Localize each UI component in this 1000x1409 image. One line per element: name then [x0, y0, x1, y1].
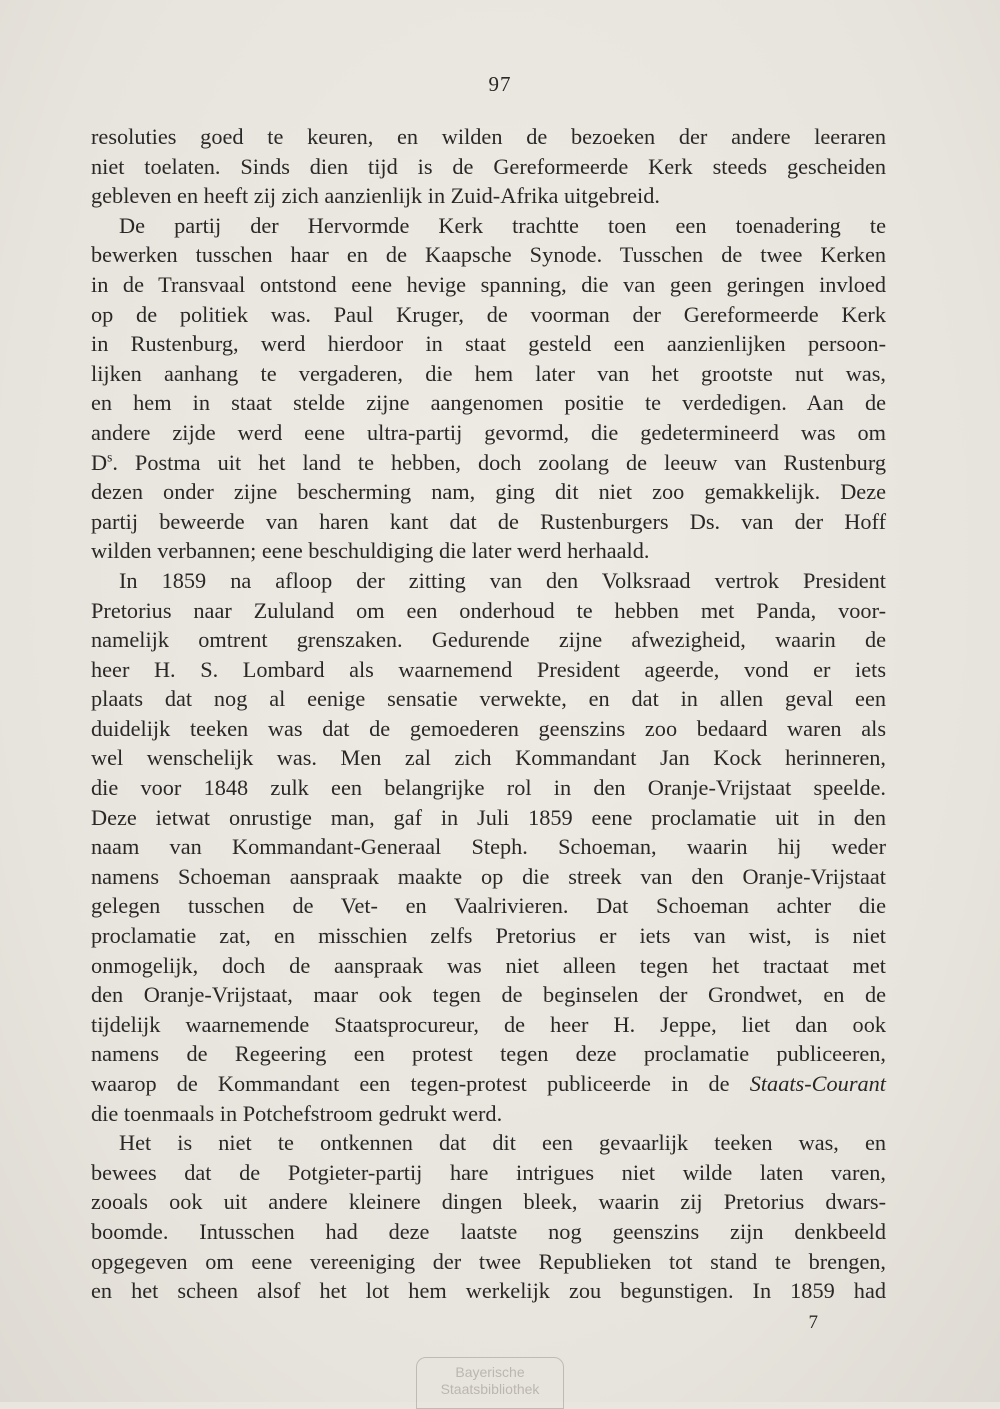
text-line: namelijk omtrent grenszaken. Gedurende zijne afwezigheid, waarin de: [91, 627, 886, 653]
text-line: Pretorius naar Zululand om een onderhoud te hebben met Panda, voor-: [91, 597, 886, 623]
ds-prefix: D: [91, 449, 108, 475]
text-line: partij beweerde van haren kant dat de Rustenburgers Ds. van der Hoff: [91, 508, 886, 534]
italic-title: Staats-Courant: [749, 1071, 886, 1096]
text-line: opgegeven om eene vereeniging der twee Republieken tot stand te brengen,: [91, 1248, 886, 1274]
text-line: lijken aanhang te vergaderen, die hem later van het grootste nut was,: [91, 360, 886, 386]
stamp-line-1: Bayerische: [455, 1364, 525, 1380]
text-line-start: waarop de Kommandant een tegen-protest publiceerde in de: [91, 1071, 730, 1096]
text-line: op de politiek was. Paul Kruger, de voorman der Gereformeerde Kerk: [91, 301, 886, 327]
text-line: boomde. Intusschen had deze laatste nog geenszins zijn denkbeeld: [91, 1218, 886, 1244]
text-line: In 1859 na afloop der zitting van den Volksraad vertrok President: [119, 567, 886, 593]
text-line: namens de Regeering een protest tegen deze proclamatie publiceeren,: [91, 1041, 886, 1067]
text-line: De partij der Hervormde Kerk trachtte toen een toenadering te: [119, 212, 886, 238]
text-line: plaats dat nog al eenige sensatie verwekte, en dat in allen geval een: [91, 686, 886, 712]
text-line: gebleven en heeft zij zich aanzienlijk in Zuid-Afrika uitgebreid.: [91, 183, 660, 209]
text-line: namens Schoeman aanspraak maakte op die streek van den Oranje-Vrijstaat: [91, 863, 886, 889]
stamp-line-2: Staatsbibliothek: [440, 1381, 540, 1397]
text-line: wel wenschelijk was. Men zal zich Kommandant Jan Kock herinneren,: [91, 745, 886, 771]
text-line: wilden verbannen; eene beschuldiging die later werd herhaald.: [91, 538, 650, 564]
text-line: naam van Kommandant-Generaal Steph. Schoeman, waarin hij weder: [91, 834, 886, 860]
text-line: die toenmaals in Potchefstroom gedrukt werd.: [91, 1100, 503, 1126]
text-line: resoluties goed te keuren, en wilden de bezoeken der andere leeraren: [91, 124, 886, 149]
text-line: gelegen tusschen de Vet- en Vaalrivieren. Dat Schoeman achter die: [91, 893, 886, 919]
text-line-ds: $D^s$. Postma uit het land te hebben, doch zoolang de leeuw van Rustenburg: [91, 449, 886, 475]
ds-superscript: s: [107, 449, 113, 465]
text-line: andere zijde werd eene ultra-partij gevormd, die gedetermineerd was om: [91, 419, 886, 445]
text-line: tijdelijk waarnemende Staatsprocureur, de heer H. Jeppe, liet dan ook: [91, 1011, 886, 1037]
text-line: in Rustenburg, werd hierdoor in staat gesteld een aanzienlijken persoon-: [91, 331, 886, 357]
text-line: zooals ook uit andere kleinere dingen bleek, waarin zij Pretorius dwars-: [91, 1189, 886, 1215]
text-line: en het scheen alsof het lot hem werkelijk zou begunstigen. In 1859 had: [91, 1278, 886, 1304]
text-line: proclamatie zat, en misschien zelfs Pretorius er iets van wist, is niet: [91, 923, 886, 949]
text-line: bewerken tusschen haar en de Kaapsche Synode. Tusschen de twee Kerken: [91, 242, 886, 268]
text-line-italic: [91, 1069, 886, 1099]
text-line: die voor 1848 zulk een belangrijke rol in den Oranje-Vrijstaat speelde.: [91, 775, 886, 801]
ds-line-rest: Postma uit het land te hebben, doch zoolang de leeuw van Rustenburg: [134, 449, 886, 475]
signature-mark: 7: [808, 1312, 818, 1333]
text-line: heer H. S. Lombard als waarnemend President ageerde, vond er iets: [91, 656, 886, 682]
text-line: Deze ietwat onrustige man, gaf in Juli 1859 eene proclamatie uit in den: [91, 804, 886, 830]
library-stamp: [416, 1357, 564, 1409]
text-line: duidelijk teeken was dat de gemoederen geenszins zoo bedaard waren als: [91, 715, 886, 741]
text-line: Het is niet te ontkennen dat dit een gevaarlijk teeken was, en: [119, 1130, 886, 1156]
page-number: 97: [488, 72, 512, 96]
text-line: niet toelaten. Sinds dien tijd is de Gereformeerde Kerk steeds gescheiden: [91, 153, 886, 179]
text-line: onmogelijk, doch de aanspraak was niet alleen tegen het tractaat met: [91, 952, 886, 978]
text-line: bewees dat de Potgieter-partij hare intrigues niet wilde laten varen,: [91, 1159, 886, 1185]
text-line: en hem in staat stelde zijne aangenomen positie te verdedigen. Aan de: [91, 390, 886, 416]
text-line: den Oranje-Vrijstaat, maar ook tegen de beginselen der Grondwet, en de: [91, 982, 886, 1008]
text-line: dezen onder zijne bescherming nam, ging dit niet zoo gemakkelijk. Deze: [91, 479, 886, 505]
text-line: in de Transvaal ontstond eene hevige spanning, die van geen geringen invloed: [91, 271, 886, 297]
body-text: [91, 122, 886, 1306]
